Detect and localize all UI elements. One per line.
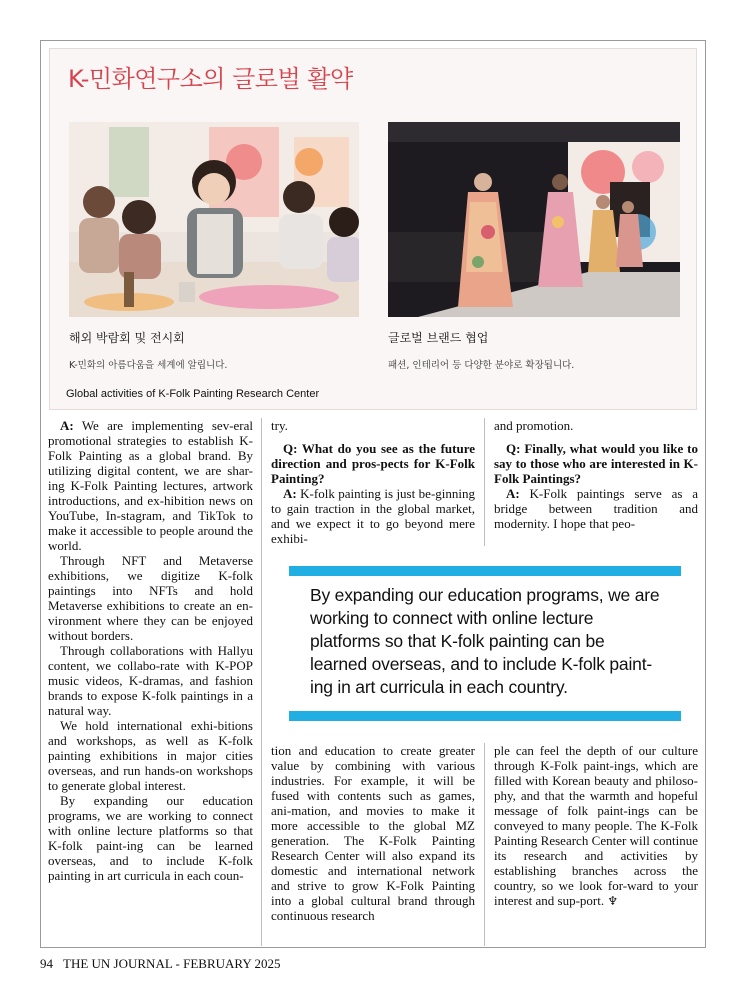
pullquote: By expanding our education programs, we are working to connect with online lecture platforms so that K-folk painting can be learned overseas, and to include K-folk paint-ing in art curricula in each country. xyxy=(310,585,660,697)
feature-panel xyxy=(49,48,697,410)
article-column-3-bottom xyxy=(494,743,698,909)
question: Q: What do you see as the future direction and pros-pects for K-Folk Painting? xyxy=(271,441,475,486)
paragraph xyxy=(494,486,698,531)
column-divider xyxy=(484,743,485,946)
paragraph: and promotion. xyxy=(494,418,574,433)
paragraph-text: K-folk painting is just be-ginning to gain traction in the global market, and we expect it to go beyond mere exhibi- xyxy=(271,486,475,546)
question: Q: Finally, what would you like to say to those who are interested in K-Folk Paintings? xyxy=(494,441,698,486)
publication-name: THE UN JOURNAL - FEBRUARY 2025 xyxy=(63,956,281,971)
answer-label: A: xyxy=(283,486,297,501)
answer-label: A: xyxy=(506,486,520,501)
paragraph: try. xyxy=(271,418,288,433)
paragraph: Through collaborations with Hallyu content, we collabo-rate with K-POP music videos, K-dramas, and fashion brands to expose K-folk paintings in a natural way. xyxy=(48,643,253,718)
article-column-2-top xyxy=(271,418,475,546)
paragraph xyxy=(271,486,475,546)
answer-label: A: xyxy=(60,418,74,433)
paragraph-text: K-Folk paintings serve as a bridge between tradition and modernity. I hope that peo- xyxy=(494,486,698,531)
page-number: 94 xyxy=(40,956,53,971)
left-photo-subtitle: K-민화의 아름다움을 세계에 알립니다. xyxy=(69,360,228,371)
exhibition-workshop-photo xyxy=(69,122,359,317)
page-footer xyxy=(40,956,291,972)
paragraph-text: ple can feel the depth of our culture through K-Folk paint-ings, which are filled with Korean beauty and philoso-phy, and that the warmth and hopeful message of folk paint-ings can be conveyed to many people. The K-Folk Painting Research Center will continue its research and activities by establishing branches across the country, so we look for-ward to your interest and sup-port. xyxy=(494,743,698,908)
column-divider xyxy=(261,418,262,946)
paragraph: tion and education to create greater value by combining with various industries. For example, it will be fused with contents such as games, ani-mation, and movies to make it more accessible to the global MZ generation. The K-Folk Painting Research Center will also expand its domestic and international network and strive to grow K-Folk Painting into a global cultural brand through continuous research xyxy=(271,743,475,923)
figure-caption: Global activities of K-Folk Painting Research Center xyxy=(66,388,320,400)
article-column-2-bottom xyxy=(271,743,475,923)
article-column-1 xyxy=(48,418,253,883)
left-photo-title: 해외 박람회 및 전시회 xyxy=(69,331,185,345)
article-column-3-top xyxy=(494,418,698,531)
paragraph-text: We are implementing sev-eral promotional strategies to establish K-Folk Painting as a global brand. By utilizing digital content, we are shar-ing K-Folk Painting lectures, artwork introductions, and ex-hibition news on YouTube, In-stagram, and TikTok to make it accessible to people around the world. xyxy=(48,418,254,553)
paragraph: Through NFT and Metaverse exhibitions, we digitize K-folk paintings into NFTs and hold Metaverse exhibitions to create an en-vironment where they can be enjoyed without borders. xyxy=(48,553,253,643)
feature-title: K-민화연구소의 글로벌 활약 xyxy=(68,65,353,93)
pullquote-bottom-bar xyxy=(289,711,681,721)
paragraph xyxy=(48,418,253,553)
column-divider xyxy=(484,418,485,546)
paragraph xyxy=(494,743,698,909)
right-photo-subtitle: 패션, 인테리어 등 다양한 분야로 확장됩니다. xyxy=(388,360,575,371)
pullquote-top-bar xyxy=(289,566,681,576)
fashion-runway-photo xyxy=(388,122,680,317)
paragraph: We hold international exhi-bitions and workshops, as well as K-folk painting exhibitions in major cities overseas, and run hands-on workshops to generate global interest. xyxy=(48,718,253,793)
end-mark-icon: ♆ xyxy=(607,894,619,908)
right-photo-title: 글로벌 브랜드 협업 xyxy=(388,331,489,345)
paragraph: By expanding our education programs, we are working to connect with online lecture platforms so that K-folk paint-ing can be learned overseas, and to include K-folk painting in art curricula in each coun- xyxy=(48,793,253,883)
